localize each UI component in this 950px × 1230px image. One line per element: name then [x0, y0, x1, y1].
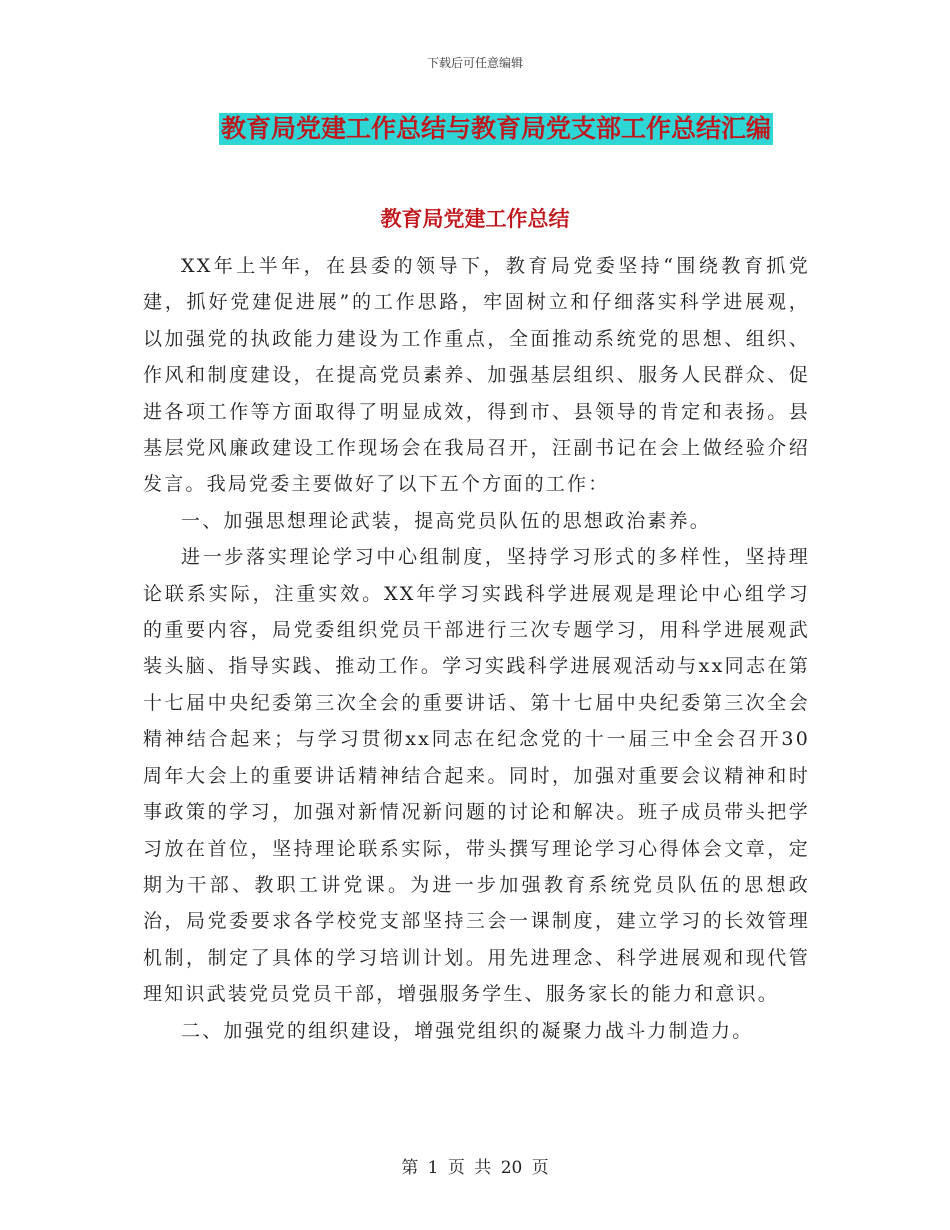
document-body: [143, 248, 810, 1049]
section-title: 教育局党建工作总结: [380, 207, 570, 231]
document-title: 教育局党建工作总结与教育局党支部工作总结汇编: [220, 114, 771, 143]
page-footer: 第 1 页 共 20 页: [401, 1158, 549, 1178]
paragraph-intro: XX年上半年，在县委的领导下，教育局党委坚持“围绕教育抓党建，抓好党建促进展”的工作思路，牢固树立和仔细落实科学进展观，以加强党的执政能力建设为工作重点，全面推动系统党的思想、组织、作风和制度建设，在提高党员素养、加强基层组织、服务人民群众、促进各项工作等方面取得了明显成效，得到市、县领导的肯定和表扬。县基层党风廉政建设工作现场会在我局召开，汪副书记在会上做经验介绍发言。我局党委主要做好了以下五个方面的工作：: [143, 255, 810, 496]
paragraph-heading-two: 二、加强党的组织建设，增强党组织的凝聚力战斗力制造力。: [181, 1019, 754, 1042]
paragraph-theory-study: 进一步落实理论学习中心组制度，坚持学习形式的多样性，坚持理论联系实际，注重实效。XX年学习实践科学进展观是理论中心组学习的重要内容，局党委组织党员干部进行三次专题学习，用科学进展观武装头脑、指导实践、推动工作。学习实践科学进展观活动与xx同志在第十七届中央纪委第三次全会的重要讲话、第十七届中央纪委第三次全会精神结合起来；与学习贯彻xx同志在纪念党的十一届三中全会召开30周年大会上的重要讲话精神结合起来。同时，加强对重要会议精神和时事政策的学习，加强对新情况新问题的讨论和解决。班子成员带头把学习放在首位，坚持理论联系实际，带头撰写理论学习心得体会文章，定期为干部、教职工讲党课。为进一步加强教育系统党员队伍的思想政治，局党委要求各学校党支部坚持三会一课制度，建立学习的长效管理机制，制定了具体的学习培训计划。用先进理念、科学进展观和现代管理知识武装党员党员干部，增强服务学生、服务家长的能力和意识。: [143, 546, 810, 1006]
document-title-container: [0, 113, 950, 145]
header-note: 下载后可任意编辑: [426, 56, 523, 70]
paragraph-heading-one: 一、加强思想理论武装，提高党员队伍的思想政治素养。: [181, 509, 712, 532]
